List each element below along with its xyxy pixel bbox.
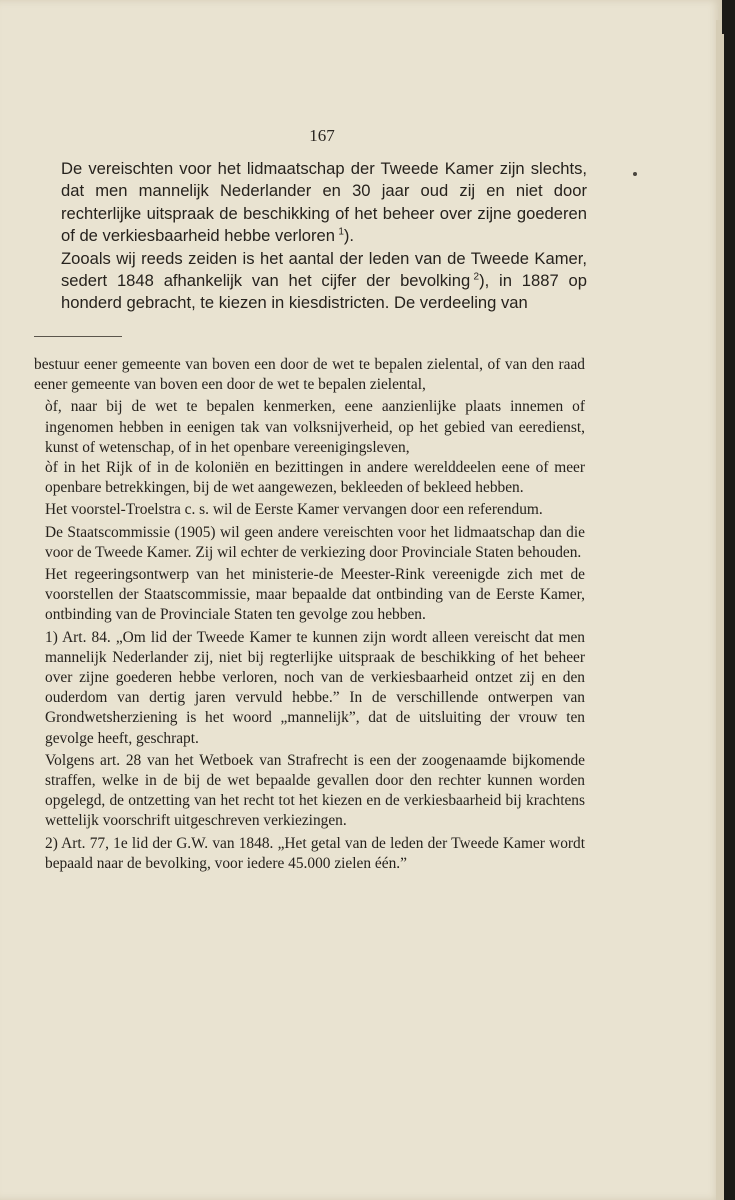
page-edge	[716, 20, 724, 1200]
footnote-2: 2) Art. 77, 1e lid der G.W. van 1848. „Het getal van de leden der Tweede Kamer wordt bepaald naar de bevolking, voor iedere 45.000 zielen één.”	[45, 834, 585, 872]
paragraph-2-text: Zooals wij reeds zeiden is het aantal der leden van de Tweede Kamer, sedert 1848 afhankelijk van het cijfer der bevolking	[61, 248, 587, 291]
footnote-para-5: De Staatscommissie (1905) wil geen andere vereischten voor het lidmaatschap dan die voor de Tweede Kamer. Zij wil echter de verkiezing door Provinciale Staten behouden.	[45, 523, 585, 561]
paragraph-1-text: De vereischten voor het lidmaatschap der Tweede Kamer zijn slechts, dat men mannelijk Nederlander en 30 jaar oud zij en niet door rechterlijke uitspraak de beschikking of het beheer over zijne goederen of de verkiesbaarheid hebbe verloren	[61, 159, 587, 246]
paragraph-1-end: ).	[343, 226, 355, 246]
footnote-rule	[34, 336, 122, 337]
footnote-para-1: bestuur eener gemeente van boven een door de wet te bepalen zielental, of van den raad eener gemeente van boven een door de wet te bepalen zielental,	[34, 356, 585, 394]
footnote-1: 1) Art. 84. „Om lid der Tweede Kamer te kunnen zijn wordt alleen vereischt dat men mannelijk Nederlander zij, niet bij regterlijke uitspraak de beschikking of het beheer over zijne goederen hebbe verloren, noch van de verkiesbaarheid ontzet zij en den ouderdom van dertig jaren vervuld hebbe.” In de verschillende ontwerpen van Grondwetsherziening is het woord „mannelijk”, dat de uitsluiting der vrouw ten gevolge heeft, geschrapt.	[45, 628, 585, 747]
paragraph-2-end: ), in 1887 op honderd gebracht, te kiezen in kiesdistricten. De verdeeling van	[61, 271, 587, 313]
footnote-para-6: Het regeeringsontwerp van het ministerie-de Meester-Rink vereenigde zich met de voorstellen der Staatscommissie, maar bepaalde dat ontbinding van de Eerste Kamer, ontbinding van de Provinciale Staten ten gevolge zou hebben.	[45, 566, 585, 624]
footnote-para-8: Volgens art. 28 van het Wetboek van Strafrecht is een der zoogenaamde bijkomende straffen, welke in de bij de wet bepaalde gevallen door den rechter kunnen worden opgelegd, de ontzetting van het recht tot het kiezen en de verkiesbaarheid bij krachtens wettelijk voorschrift uitgeschreven verkiezingen.	[45, 751, 585, 830]
main-text	[61, 158, 587, 315]
page-number-text: 167	[309, 126, 335, 145]
footnote-para-2: òf, naar bij de wet te bepalen kenmerken, eene aanzienlijke plaats innemen of ingenomen hebben in eenigen tak van volksnijverheid, op het gebied van eeredienst, kunst of wetenschap, of in het openbare vereenigingsleven,	[45, 398, 585, 456]
footnote-ref-1: 1	[338, 226, 344, 238]
footnotes	[34, 355, 585, 874]
margin-speck	[633, 172, 637, 176]
footnote-para-4: Het voorstel-Troelstra c. s. wil de Eerste Kamer vervangen door een referendum.	[45, 501, 543, 519]
paragraph-2	[61, 248, 587, 315]
page-corner-shadow	[722, 0, 735, 34]
footnote-para-3: òf in het Rijk of in de koloniën en bezittingen in andere werelddeelen eene of meer openbare betrekkingen, bij de wet aangewezen, bekleeden of bekleed hebben.	[45, 459, 585, 497]
paragraph-1	[61, 158, 587, 248]
page-number	[0, 126, 620, 146]
footnote-ref-2: 2	[473, 271, 480, 283]
